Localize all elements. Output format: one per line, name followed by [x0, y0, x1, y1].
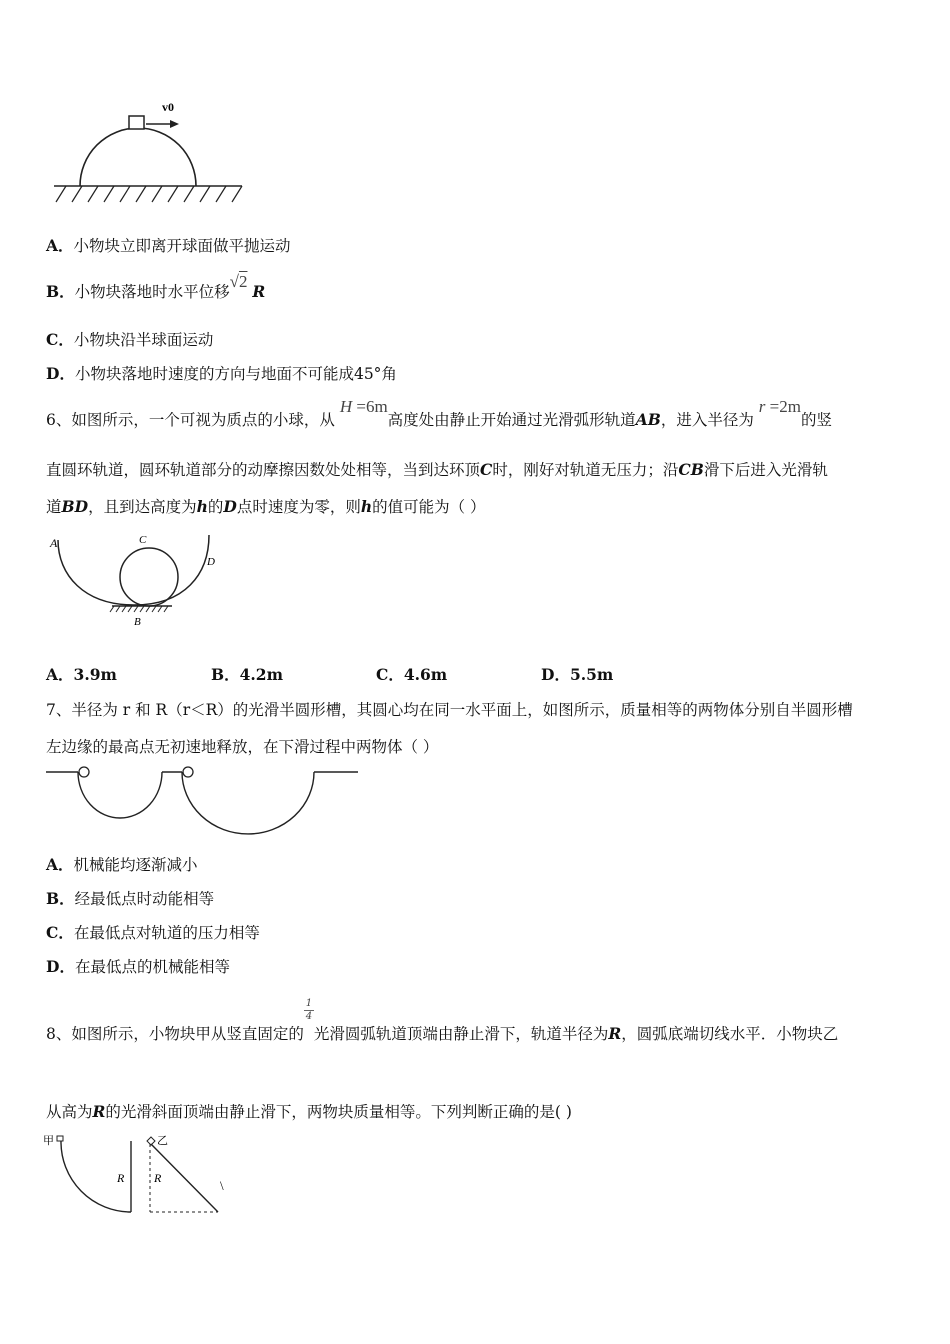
- label-c: C: [139, 534, 147, 546]
- label-jia: 甲: [43, 1134, 54, 1147]
- v0-label: v0: [162, 100, 174, 114]
- q7-option-b: B．经最低点时动能相等: [46, 889, 215, 908]
- q8-line-2: 从高为R的光滑斜面顶端由静止滑下，两物块质量相等。下列判断正确的是( ): [46, 1102, 572, 1121]
- label-b: B: [134, 616, 141, 628]
- q6-line-2: 直圆环轨道，圆环轨道部分的动摩擦因数处处相等，当到达环顶C时，刚好对轨道无压力；沿CB滑下后进入光滑轨: [46, 460, 828, 479]
- label-a: A: [50, 536, 58, 550]
- quarter-fraction: $\frac{1}{4}$: [305, 998, 313, 1022]
- arc-and-incline-figure: [40, 1128, 240, 1223]
- q7-line-1: 7、半径为 r 和 R（r＜R）的光滑半圆形槽，其圆心均在同一水平面上，如图所示，质量相等的两物体分别自半圆形槽: [46, 701, 853, 719]
- stray-slash: \: [220, 1178, 224, 1193]
- loop-track-figure: [44, 530, 224, 630]
- q6-line-1: 6、如图所示，一个可视为质点的小球，从 H =6m高度处由静止开始通过光滑弧形轨道AB，进入半径为 r =2m的竖: [46, 397, 832, 429]
- label-d: D: [207, 556, 215, 568]
- label-yi: 乙: [157, 1134, 168, 1147]
- label-r-left: R: [117, 1171, 125, 1185]
- q6-line-3: 道BD，且到达高度为h的D点时速度为零，则h的值可能为（ ）: [46, 497, 486, 516]
- q6-option-c: C．4.6m: [376, 665, 448, 684]
- label-r-right: R: [154, 1171, 162, 1185]
- q6-option-d: D．5.5m: [541, 665, 614, 684]
- q6-options: [46, 665, 706, 685]
- q6-option-a: A．3.9m: [46, 665, 117, 684]
- semicircle-grooves-figure: [44, 762, 364, 842]
- q5-option-d: D．小物块落地时速度的方向与地面不可能成45°角: [46, 364, 397, 383]
- q5-option-c: C．小物块沿半球面运动: [46, 330, 214, 349]
- q8-line-1: 8、如图所示，小物块甲从竖直固定的$\frac{1}{4}$ 光滑圆弧轨道顶端由静止滑下，轨道半径为R，圆弧底端切线水平．小物块乙: [46, 998, 839, 1043]
- q5-option-b: B．小物块落地时水平位移√2 R: [46, 272, 266, 301]
- q6-option-b: B．4.2m: [211, 665, 283, 684]
- q7-option-c: C．在最低点对轨道的压力相等: [46, 923, 260, 942]
- q5-option-a: A．小物块立即离开球面做平抛运动: [46, 236, 291, 255]
- q7-line-2: 左边缘的最高点无初速地释放，在下滑过程中两物体（ ）: [46, 738, 439, 756]
- hemisphere-figure: [48, 98, 248, 208]
- q7-option-a: A．机械能均逐渐减小: [46, 855, 198, 874]
- q7-option-d: D．在最低点的机械能相等: [46, 957, 230, 976]
